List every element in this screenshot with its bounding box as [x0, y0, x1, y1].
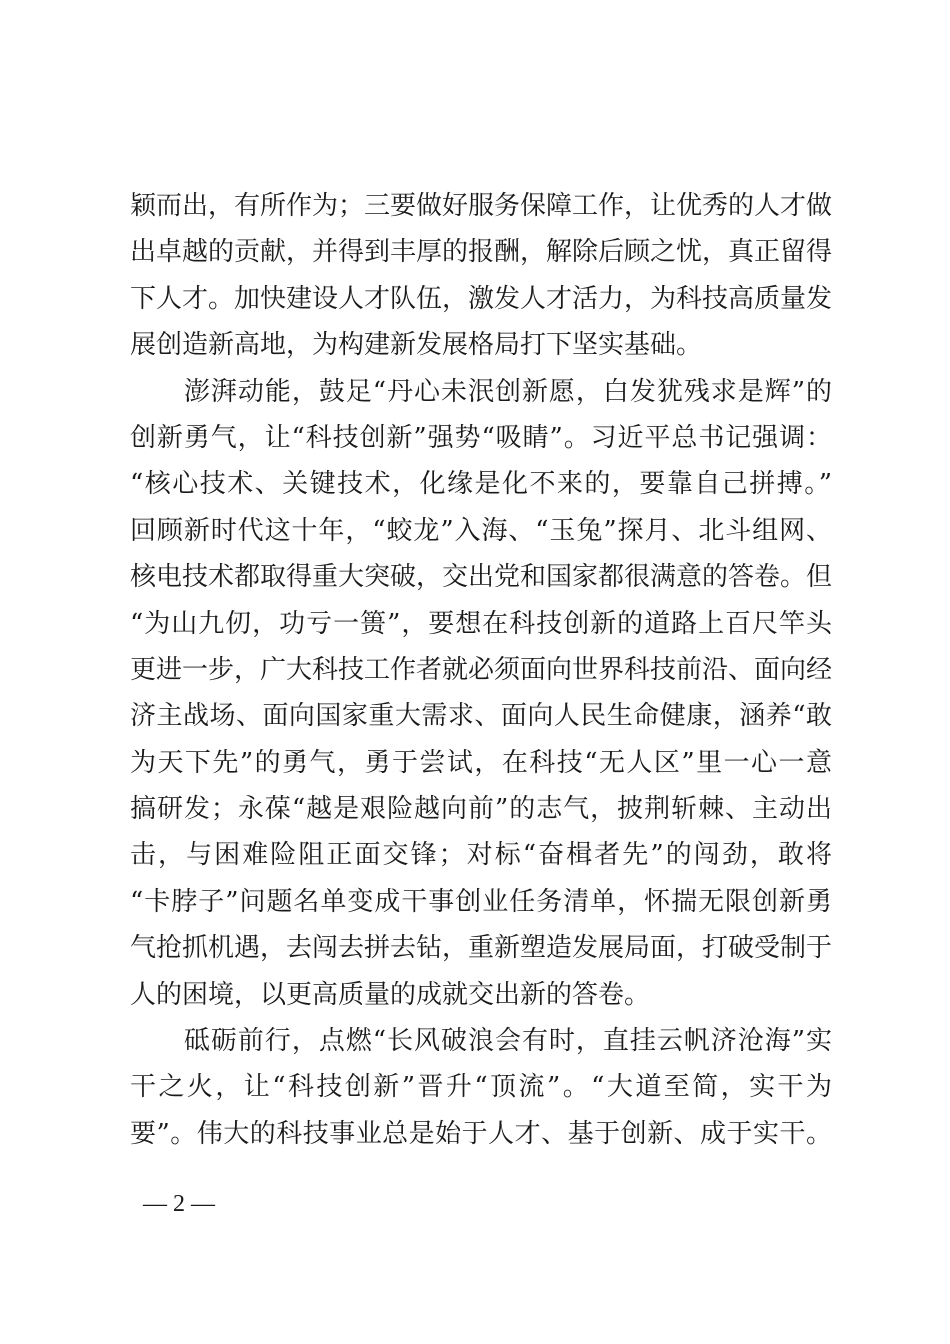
text-line: 搞研发；永葆“越是艰险越向前”的志气，披荆斩棘、主动出: [130, 794, 832, 825]
text-line: “为山九仞，功亏一篑”，要想在科技创新的道路上百尺竿头: [130, 608, 832, 639]
text-line: 出卓越的贡献，并得到丰厚的报酬，解除后顾之忧，真正留得: [130, 237, 833, 268]
text-line: 回顾新时代这十年，“蛟龙”入海、“玉兔”探月、北斗组网、: [130, 515, 832, 546]
page-number: — 2 —: [143, 1191, 215, 1217]
text-line: 展创造新高地，为构建新发展格局打下坚实基础。: [130, 330, 703, 361]
text-line: 下人才。加快建设人才队伍，激发人才活力，为科技高质量发: [130, 283, 833, 314]
text-line: 要”。伟大的科技事业总是始于人才、基于创新、成于实干。: [130, 1118, 832, 1149]
paragraph: [130, 369, 832, 1018]
text-line: “卡脖子”问题名单变成干事创业任务清单，怀揣无限创新勇: [130, 886, 832, 917]
text-line: 人的困境，以更高质量的成就交出新的答卷。: [130, 979, 651, 1010]
text-line: 击，与困难险阻正面交锋；对标“奋楫者先”的闯劲，敢将: [130, 840, 832, 871]
text-line: 砥砺前行，点燃“长风破浪会有时，直挂云帆济沧海”实: [130, 1026, 832, 1057]
text-line: 核电技术都取得重大突破，交出党和国家都很满意的答卷。但: [130, 562, 833, 593]
document-body: [130, 183, 832, 1157]
text-line: 创新勇气，让“科技创新”强势“吸睛”。习近平总书记强调：: [130, 422, 832, 453]
text-line: 干之火，让“科技创新”晋升“顶流”。“大道至简，实干为: [130, 1072, 832, 1103]
paragraph: [130, 1018, 832, 1157]
text-line: 气抢抓机遇，去闯去拼去钻，重新塑造发展局面，打破受制于: [130, 933, 833, 964]
text-line: “核心技术、关键技术，化缘是化不来的，要靠自己拼搏。”: [130, 469, 832, 500]
text-line: 颖而出，有所作为；三要做好服务保障工作，让优秀的人才做: [130, 191, 833, 221]
text-line: 更进一步，广大科技工作者就必须面向世界科技前沿、面向经: [130, 654, 833, 685]
paragraph: [130, 183, 832, 369]
text-line: 济主战场、面向国家重大需求、面向人民生命健康，涵养“敢: [130, 701, 832, 732]
text-line: 澎湃动能，鼓足“丹心未泯创新愿，白发犹残求是辉”的: [130, 376, 832, 407]
text-line: 为天下先”的勇气，勇于尝试，在科技“无人区”里一心一意: [130, 747, 832, 778]
